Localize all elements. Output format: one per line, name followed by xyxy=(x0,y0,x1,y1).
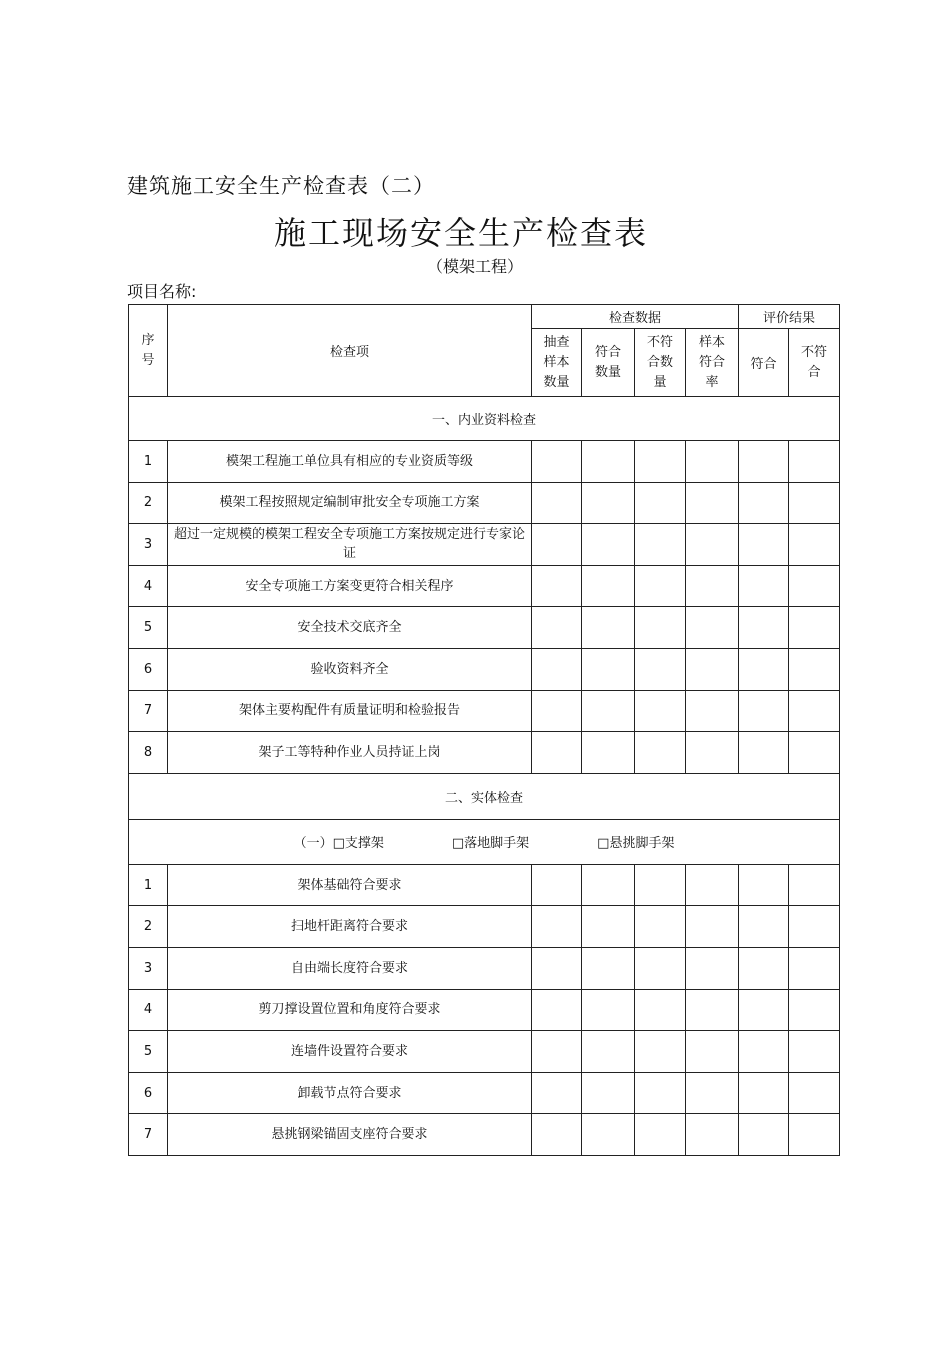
sub-title: （模架工程） xyxy=(426,257,523,276)
row-number: 2 xyxy=(129,906,168,948)
nonconform-cell[interactable] xyxy=(789,1072,840,1114)
nonconform-cell[interactable] xyxy=(789,607,840,649)
header-sample-conform-rate: 样本符合率 xyxy=(686,329,739,397)
row-number: 7 xyxy=(129,1114,168,1156)
sample-count-cell[interactable] xyxy=(532,864,582,906)
row-number: 8 xyxy=(129,732,168,774)
row-number: 4 xyxy=(129,989,168,1031)
check-item-text: 扫地杆距离符合要求 xyxy=(168,906,532,948)
conform-count-cell[interactable] xyxy=(582,906,635,948)
check-item-text: 架子工等特种作业人员持证上岗 xyxy=(168,732,532,774)
nonconform-cell[interactable] xyxy=(789,864,840,906)
conform-count-cell[interactable] xyxy=(582,648,635,690)
sample-rate-cell[interactable] xyxy=(686,1031,739,1073)
conform-cell[interactable] xyxy=(739,482,789,524)
section-title-physical: 二、实体检查 xyxy=(129,773,840,819)
row-number: 1 xyxy=(129,864,168,906)
table-row xyxy=(129,441,840,483)
nonconform-cell[interactable] xyxy=(789,690,840,732)
sample-count-cell[interactable] xyxy=(532,906,582,948)
conform-cell[interactable] xyxy=(739,1072,789,1114)
nonconform-count-cell[interactable] xyxy=(635,607,686,649)
conform-count-cell[interactable] xyxy=(582,690,635,732)
nonconform-cell[interactable] xyxy=(789,732,840,774)
table-row xyxy=(129,482,840,524)
conform-count-cell[interactable] xyxy=(582,1072,635,1114)
check-item-text: 自由端长度符合要求 xyxy=(168,947,532,989)
sample-rate-cell[interactable] xyxy=(686,690,739,732)
document-title: 建筑施工安全生产检查表（二） xyxy=(127,174,435,198)
check-item-text: 模架工程施工单位具有相应的专业资质等级 xyxy=(168,441,532,483)
conform-cell[interactable] xyxy=(739,1031,789,1073)
nonconform-cell[interactable] xyxy=(789,906,840,948)
table-row xyxy=(129,524,840,566)
table-row xyxy=(129,1072,840,1114)
nonconform-count-cell[interactable] xyxy=(635,732,686,774)
sample-rate-cell[interactable] xyxy=(686,989,739,1031)
sample-count-cell[interactable] xyxy=(532,989,582,1031)
nonconform-count-cell[interactable] xyxy=(635,947,686,989)
sample-count-cell[interactable] xyxy=(532,947,582,989)
table-row xyxy=(129,565,840,607)
project-name-label: 项目名称: xyxy=(127,282,197,301)
row-number: 4 xyxy=(129,565,168,607)
check-item-text: 连墙件设置符合要求 xyxy=(168,1031,532,1073)
nonconform-count-cell[interactable] xyxy=(635,524,686,566)
header-conform-count: 符合数量 xyxy=(582,329,635,397)
nonconform-cell[interactable] xyxy=(789,648,840,690)
conform-count-cell[interactable] xyxy=(582,864,635,906)
row-number: 6 xyxy=(129,648,168,690)
nonconform-count-cell[interactable] xyxy=(635,482,686,524)
conform-cell[interactable] xyxy=(739,648,789,690)
row-number: 6 xyxy=(129,1072,168,1114)
nonconform-count-cell[interactable] xyxy=(635,1072,686,1114)
cantilever-scaffold-checkbox[interactable]: □悬挑脚手架 xyxy=(597,836,675,852)
sample-count-cell[interactable] xyxy=(532,565,582,607)
header-nonconform-count: 不符合数量 xyxy=(635,329,686,397)
nonconform-count-cell[interactable] xyxy=(635,989,686,1031)
header-eval-result: 评价结果 xyxy=(739,305,840,329)
sample-rate-cell[interactable] xyxy=(686,906,739,948)
scaffold-type-selector xyxy=(129,819,840,864)
table-row xyxy=(129,690,840,732)
sample-count-cell[interactable] xyxy=(532,732,582,774)
nonconform-count-cell[interactable] xyxy=(635,906,686,948)
nonconform-count-cell[interactable] xyxy=(635,1031,686,1073)
nonconform-count-cell[interactable] xyxy=(635,565,686,607)
check-item-text: 验收资料齐全 xyxy=(168,648,532,690)
sample-count-cell[interactable] xyxy=(532,524,582,566)
row-number: 3 xyxy=(129,524,168,566)
sample-rate-cell[interactable] xyxy=(686,732,739,774)
sample-rate-cell[interactable] xyxy=(686,648,739,690)
check-item-text: 架体基础符合要求 xyxy=(168,864,532,906)
check-item-text: 悬挑钢梁锚固支座符合要求 xyxy=(168,1114,532,1156)
sample-rate-cell[interactable] xyxy=(686,1114,739,1156)
conform-count-cell[interactable] xyxy=(582,607,635,649)
nonconform-cell[interactable] xyxy=(789,1031,840,1073)
conform-cell[interactable] xyxy=(739,864,789,906)
sample-rate-cell[interactable] xyxy=(686,607,739,649)
table-row xyxy=(129,989,840,1031)
nonconform-count-cell[interactable] xyxy=(635,441,686,483)
table-row xyxy=(129,732,840,774)
conform-cell[interactable] xyxy=(739,607,789,649)
nonconform-cell[interactable] xyxy=(789,524,840,566)
sample-rate-cell[interactable] xyxy=(686,441,739,483)
nonconform-cell[interactable] xyxy=(789,565,840,607)
conform-cell[interactable] xyxy=(739,906,789,948)
table-row xyxy=(129,1031,840,1073)
conform-cell[interactable] xyxy=(739,1114,789,1156)
nonconform-count-cell[interactable] xyxy=(635,1114,686,1156)
row-number: 5 xyxy=(129,607,168,649)
sample-count-cell[interactable] xyxy=(532,648,582,690)
nonconform-count-cell[interactable] xyxy=(635,864,686,906)
conform-count-cell[interactable] xyxy=(582,1031,635,1073)
table-row xyxy=(129,607,840,649)
nonconform-count-cell[interactable] xyxy=(635,690,686,732)
sample-count-cell[interactable] xyxy=(532,1072,582,1114)
check-item-text: 安全技术交底齐全 xyxy=(168,607,532,649)
conform-cell[interactable] xyxy=(739,524,789,566)
table-row xyxy=(129,906,840,948)
floor-scaffold-checkbox[interactable]: □落地脚手架 xyxy=(451,836,530,852)
sample-rate-cell[interactable] xyxy=(686,482,739,524)
row-number: 7 xyxy=(129,690,168,732)
sample-rate-cell[interactable] xyxy=(686,524,739,566)
conform-cell[interactable] xyxy=(739,565,789,607)
sample-rate-cell[interactable] xyxy=(686,565,739,607)
conform-cell[interactable] xyxy=(739,441,789,483)
row-number: 1 xyxy=(129,441,168,483)
conform-count-cell[interactable] xyxy=(582,441,635,483)
conform-cell[interactable] xyxy=(739,690,789,732)
header-check-item: 检查项 xyxy=(168,305,532,397)
nonconform-cell[interactable] xyxy=(789,441,840,483)
conform-count-cell[interactable] xyxy=(582,524,635,566)
conform-count-cell[interactable] xyxy=(582,732,635,774)
nonconform-cell[interactable] xyxy=(789,989,840,1031)
main-title: 施工现场安全生产检查表 xyxy=(273,214,648,252)
row-number: 3 xyxy=(129,947,168,989)
check-item-text: 架体主要构配件有质量证明和检验报告 xyxy=(168,690,532,732)
sample-rate-cell[interactable] xyxy=(686,1072,739,1114)
sample-count-cell[interactable] xyxy=(532,607,582,649)
sample-count-cell[interactable] xyxy=(532,690,582,732)
header-nonconform: 不符合 xyxy=(789,329,840,397)
row-number: 2 xyxy=(129,482,168,524)
check-item-text: 卸载节点符合要求 xyxy=(168,1072,532,1114)
check-item-text: 超过一定规模的模架工程安全专项施工方案按规定进行专家论证 xyxy=(168,524,532,566)
table-row xyxy=(129,1114,840,1156)
header-sample-count: 抽查样本数量 xyxy=(532,329,582,397)
check-item-text: 安全专项施工方案变更符合相关程序 xyxy=(168,565,532,607)
header-conform: 符合 xyxy=(739,329,789,397)
nonconform-count-cell[interactable] xyxy=(635,648,686,690)
table-row xyxy=(129,864,840,906)
sample-count-cell[interactable] xyxy=(532,1031,582,1073)
table-row xyxy=(129,648,840,690)
conform-count-cell[interactable] xyxy=(582,482,635,524)
conform-count-cell[interactable] xyxy=(582,565,635,607)
check-item-text: 剪刀撑设置位置和角度符合要求 xyxy=(168,989,532,1031)
support-frame-checkbox[interactable]: □支撑架 xyxy=(332,836,384,852)
sub-section-prefix: （一） xyxy=(293,836,333,852)
table-row xyxy=(129,947,840,989)
conform-cell[interactable] xyxy=(739,947,789,989)
sample-count-cell[interactable] xyxy=(532,441,582,483)
sample-rate-cell[interactable] xyxy=(686,864,739,906)
nonconform-cell[interactable] xyxy=(789,482,840,524)
conform-count-cell[interactable] xyxy=(582,1114,635,1156)
conform-cell[interactable] xyxy=(739,732,789,774)
sample-count-cell[interactable] xyxy=(532,1114,582,1156)
nonconform-cell[interactable] xyxy=(789,947,840,989)
row-number: 5 xyxy=(129,1031,168,1073)
conform-count-cell[interactable] xyxy=(582,947,635,989)
sample-count-cell[interactable] xyxy=(532,482,582,524)
inspection-table xyxy=(128,304,840,1156)
check-item-text: 模架工程按照规定编制审批安全专项施工方案 xyxy=(168,482,532,524)
section-title-documents: 一、内业资料检查 xyxy=(129,397,840,441)
conform-count-cell[interactable] xyxy=(582,989,635,1031)
sample-rate-cell[interactable] xyxy=(686,947,739,989)
nonconform-cell[interactable] xyxy=(789,1114,840,1156)
header-seq: 序号 xyxy=(129,305,168,397)
conform-cell[interactable] xyxy=(739,989,789,1031)
header-check-data: 检查数据 xyxy=(532,305,739,329)
